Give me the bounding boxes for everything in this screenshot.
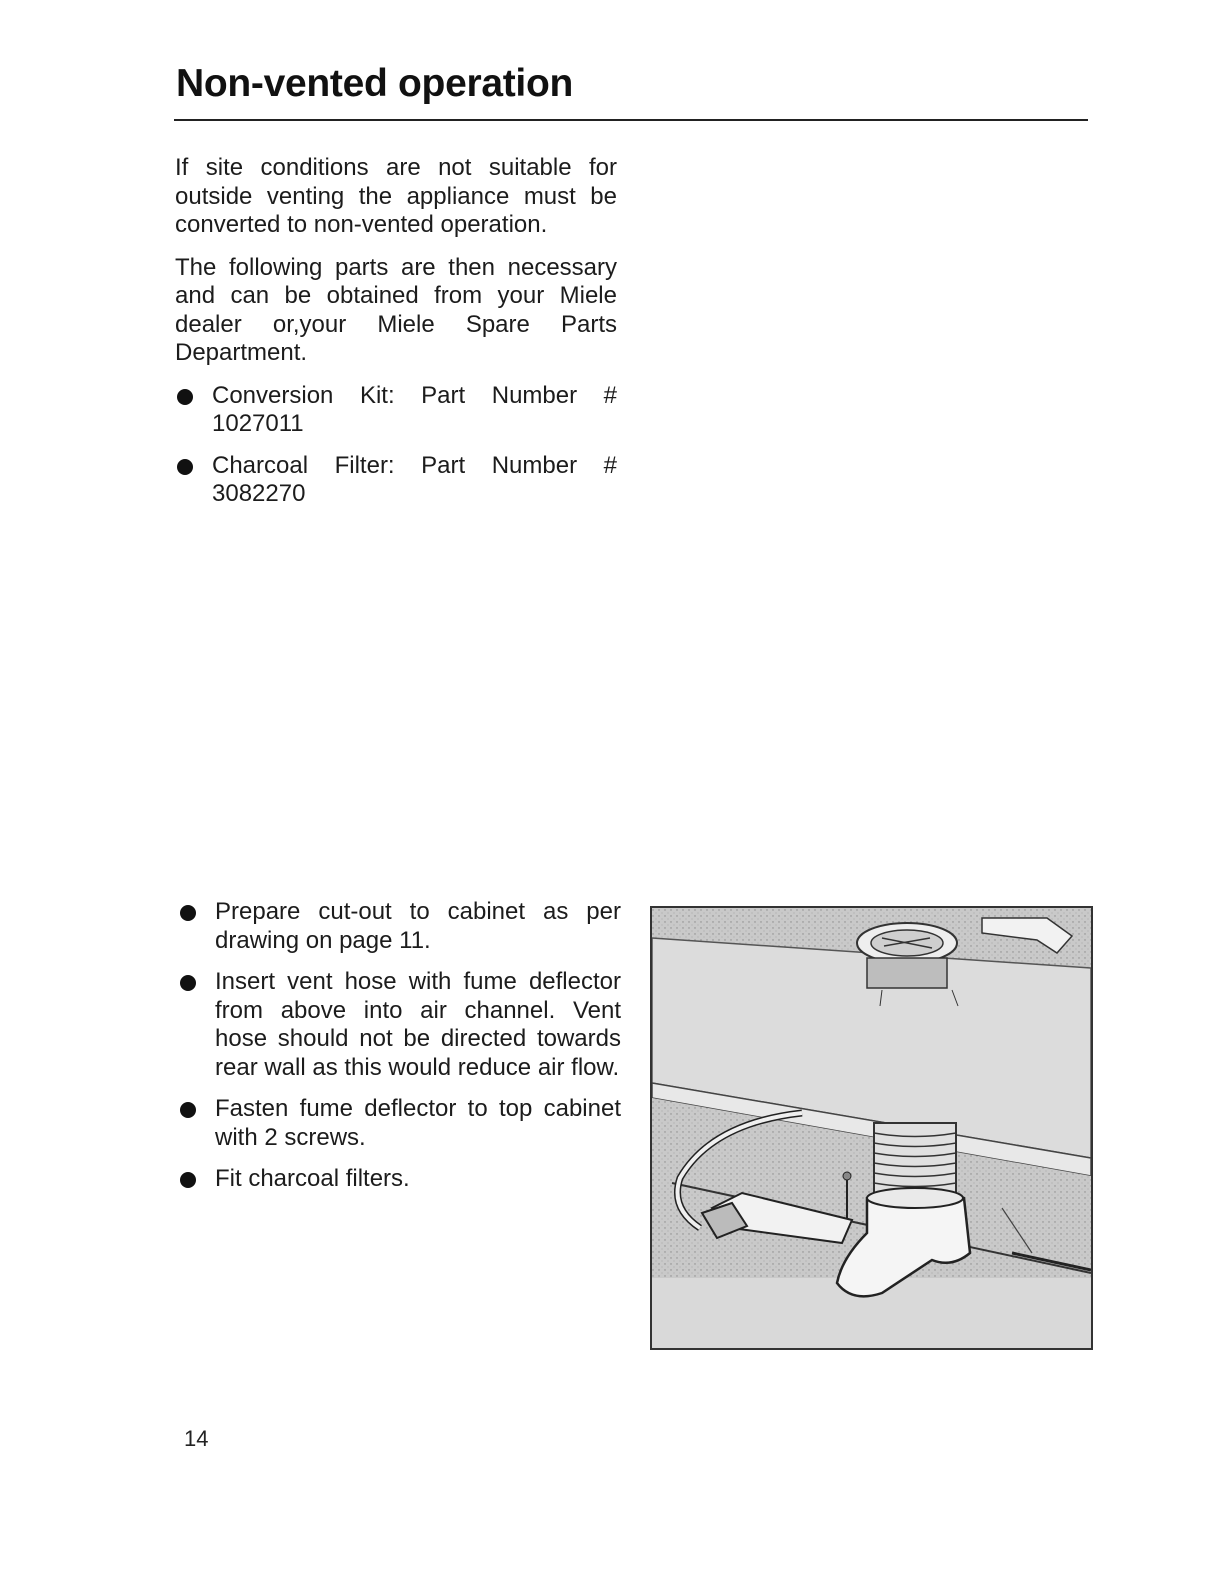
part-conversion-kit: Conversion Kit: Part Number # 1027011	[212, 381, 617, 437]
installation-illustration	[650, 906, 1093, 1350]
intro-paragraph: The following parts are then necessary and can be obtained from your Miele dealer or,your Miele Spare Parts Department.	[175, 253, 617, 366]
list-item	[178, 898, 621, 955]
bullet-icon	[180, 905, 196, 921]
intro-section	[175, 154, 617, 522]
page-number: 14	[184, 1426, 209, 1451]
list-item	[178, 968, 621, 1082]
list-item	[175, 382, 617, 439]
bullet-icon	[180, 1172, 196, 1188]
step-text: Prepare cut-out to cabinet as per drawing on page 11.	[215, 898, 621, 954]
list-item	[178, 1165, 621, 1194]
steps-list	[178, 898, 621, 1194]
bullet-icon	[177, 459, 193, 475]
installation-steps	[178, 898, 621, 1207]
fume-deflector-illustration	[652, 908, 1091, 1348]
list-item	[175, 452, 617, 509]
title-underline	[174, 119, 1088, 121]
step-text: Insert vent hose with fume deflector from above into air channel. Vent hose should not be directed towards rear wall as this would reduce air flow.	[215, 968, 621, 1081]
bullet-icon	[180, 1102, 196, 1118]
list-item	[178, 1095, 621, 1152]
step-text: Fit charcoal filters.	[215, 1165, 410, 1192]
bullet-icon	[177, 389, 193, 405]
bullet-icon	[180, 975, 196, 991]
step-text: Fasten fume deflector to top cabinet with 2 screws.	[215, 1095, 621, 1151]
parts-list	[175, 382, 617, 509]
part-charcoal-filter: Charcoal Filter: Part Number # 3082270	[212, 451, 617, 507]
page-title: Non-vented operation	[176, 62, 574, 105]
intro-paragraph: If site conditions are not suitable for outside venting the appliance must be converted to non-vented operation.	[175, 154, 617, 238]
